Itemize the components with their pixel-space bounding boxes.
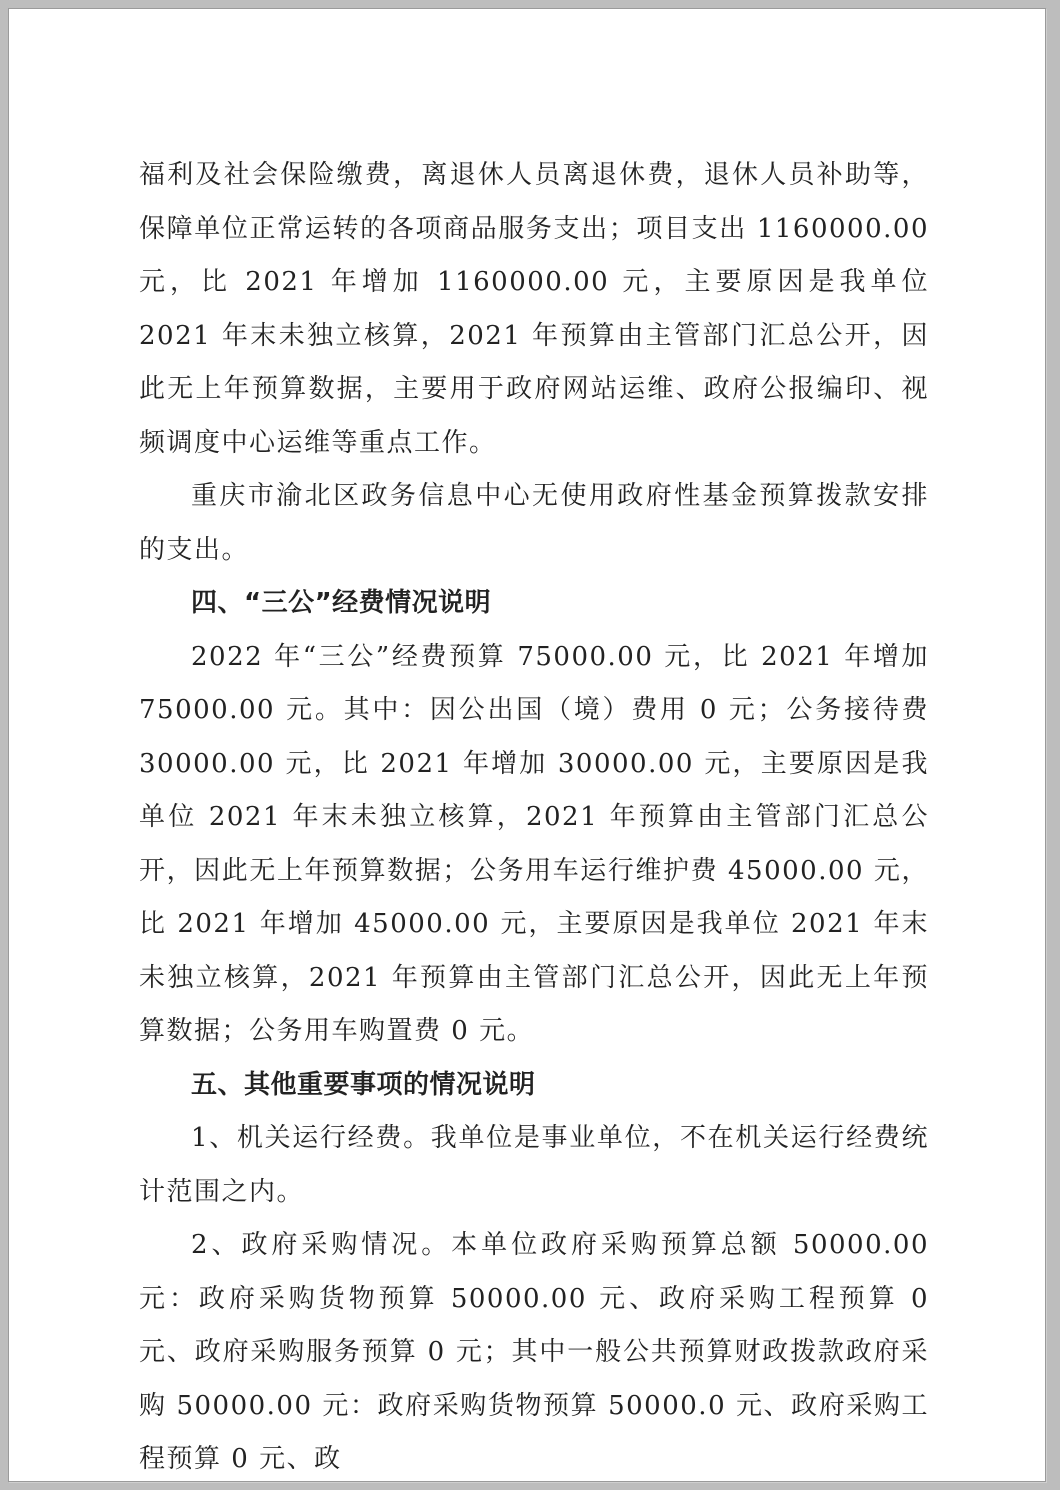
document-body xyxy=(139,149,929,1487)
paragraph-continuation: 福利及社会保险缴费，离退休人员离退休费，退休人员补助等，保障单位正常运转的各项商品服务支出；项目支出 1160000.00 元，比 2021 年增加 1160000.00 元，主要原因是我单位 2021 年末未独立核算，2021 年预算由主管部门汇总公开，因此无上年预算数据，主要用于政府网站运维、政府公报编印、视频调度中心运维等重点工作。 xyxy=(139,160,929,458)
document-page xyxy=(8,8,1046,1482)
paragraph-operating-expenses: 1、机关运行经费。我单位是事业单位，不在机关运行经费统计范围之内。 xyxy=(139,1123,929,1207)
section-heading-other-matters: 五、其他重要事项的情况说明 xyxy=(191,1069,536,1100)
paragraph-government-procurement: 2、政府采购情况。本单位政府采购预算总额 50000.00 元：政府采购货物预算 50000.00 元、政府采购工程预算 0 元、政府采购服务预算 0 元；其中一般公共预算财政拨款政府采购 50000.00 元：政府采购货物预算 50000.0 元、政府采购工程预算 0 元、政 xyxy=(139,1230,929,1474)
paragraph-three-public-expenses: 2022 年“三公”经费预算 75000.00 元，比 2021 年增加 75000.00 元。其中：因公出国（境）费用 0 元；公务接待费 30000.00 元，比 2021 年增加 30000.00 元，主要原因是我单位 2021 年末未独立核算，2021 年预算由主管部门汇总公开，因此无上年预算数据；公务用车运行维护费 45000.00 元，比 2021 年增加 45000.00 元，主要原因是我单位 2021 年末未独立核算，2021 年预算由主管部门汇总公开，因此无上年预算数据；公务用车购置费 0 元。 xyxy=(139,641,929,1046)
paragraph-government-fund: 重庆市渝北区政务信息中心无使用政府性基金预算拨款安排的支出。 xyxy=(139,481,929,565)
section-heading-three-public: 四、“三公”经费情况说明 xyxy=(191,588,492,618)
